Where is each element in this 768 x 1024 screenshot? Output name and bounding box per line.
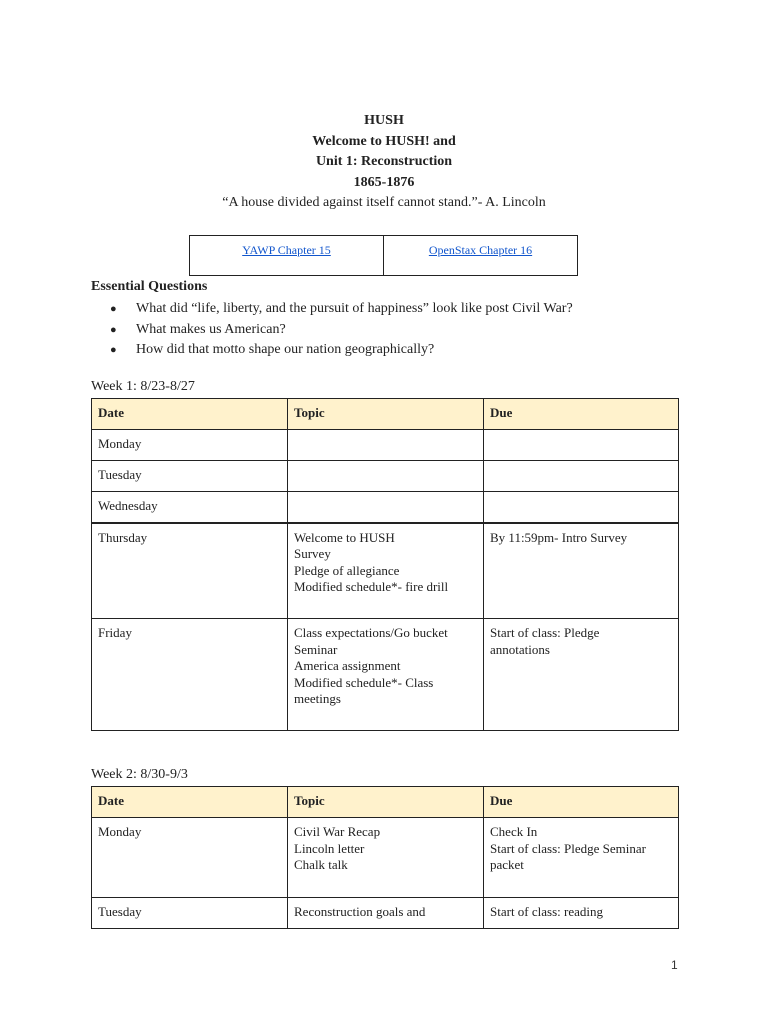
topic-line: Chalk talk bbox=[294, 857, 348, 872]
essential-questions-list bbox=[110, 299, 573, 361]
openstax-chapter-link[interactable]: OpenStax Chapter 16 bbox=[428, 243, 533, 257]
topic-line: meetings bbox=[294, 691, 341, 706]
topic-line: Civil War Recap bbox=[294, 824, 381, 839]
essential-question: ● How did that motto shape our nation geographically? bbox=[110, 340, 573, 361]
table-row bbox=[92, 430, 679, 461]
topic-line: Class expectations/Go bucket bbox=[294, 625, 448, 640]
table-row bbox=[92, 461, 679, 492]
topic-line: Modified schedule*- Class bbox=[294, 674, 434, 690]
due-cell bbox=[484, 523, 679, 619]
topic-cell bbox=[288, 430, 484, 461]
yawp-chapter-link[interactable]: YAWP Chapter 15 bbox=[242, 243, 331, 257]
due-cell bbox=[484, 430, 679, 461]
due-header: Due bbox=[484, 399, 679, 430]
date-cell: Monday bbox=[92, 430, 288, 461]
table-row bbox=[92, 619, 679, 731]
week-1-schedule-table bbox=[91, 398, 679, 731]
due-cell bbox=[484, 619, 679, 731]
date-header: Date bbox=[92, 399, 288, 430]
essential-question: ● What did “life, liberty, and the pursuit of happiness” look like post Civil War? bbox=[110, 299, 573, 320]
table-row bbox=[92, 492, 679, 523]
due-line: Start of class: Pledge Seminar bbox=[490, 840, 646, 856]
due-line: Start of class: Pledge bbox=[490, 625, 600, 640]
table-row bbox=[92, 523, 679, 619]
date-cell: Wednesday bbox=[92, 492, 288, 523]
topic-line: Modified schedule*- fire drill bbox=[294, 579, 449, 594]
week-2-label: Week 2: 8/30-9/3 bbox=[91, 767, 188, 782]
table-header-row bbox=[92, 399, 679, 430]
topic-line: Welcome to HUSH bbox=[294, 529, 395, 545]
week-1-label: Week 1: 8/23-8/27 bbox=[91, 379, 195, 394]
date-header: Date bbox=[92, 787, 288, 818]
lincoln-quote: “A house divided against itself cannot stand.”- A. Lincoln bbox=[222, 195, 546, 210]
topic-line: Survey bbox=[294, 546, 331, 561]
table-row bbox=[92, 898, 679, 929]
week-2-schedule-table bbox=[91, 786, 679, 929]
unit-years: 1865-1876 bbox=[353, 174, 415, 190]
due-cell bbox=[484, 898, 679, 929]
topic-cell bbox=[288, 523, 484, 619]
essential-questions-title: Essential Questions bbox=[91, 279, 208, 294]
topic-line: Lincoln letter bbox=[294, 840, 365, 856]
date-cell: Tuesday bbox=[92, 461, 288, 492]
due-cell bbox=[484, 461, 679, 492]
due-line: annotations bbox=[490, 641, 550, 657]
topic-line: Pledge of allegiance bbox=[294, 562, 400, 578]
due-line: Check In bbox=[490, 824, 538, 839]
due-line: packet bbox=[490, 857, 524, 872]
welcome-title: Welcome to HUSH! and bbox=[312, 133, 456, 149]
topic-cell bbox=[288, 619, 484, 731]
openstax-cell bbox=[383, 236, 577, 275]
table-header-row bbox=[92, 787, 679, 818]
topic-line: America assignment bbox=[294, 658, 401, 673]
yawp-cell bbox=[190, 236, 383, 275]
date-cell: Thursday bbox=[92, 523, 288, 619]
due-cell bbox=[484, 492, 679, 523]
topic-cell bbox=[288, 818, 484, 898]
topic-header: Topic bbox=[288, 787, 484, 818]
topic-cell bbox=[288, 461, 484, 492]
topic-cell bbox=[288, 492, 484, 523]
essential-question: ● What makes us American? bbox=[110, 320, 573, 341]
due-cell bbox=[484, 818, 679, 898]
date-cell: Tuesday bbox=[92, 898, 288, 929]
unit-title: Unit 1: Reconstruction bbox=[315, 154, 453, 169]
topic-cell bbox=[288, 898, 484, 929]
page-number: 1 bbox=[671, 958, 678, 972]
topic-line: Seminar bbox=[294, 641, 338, 657]
topic-header: Topic bbox=[288, 399, 484, 430]
course-title: HUSH bbox=[364, 113, 404, 128]
topic-line: Reconstruction goals and bbox=[294, 904, 426, 919]
date-cell: Monday bbox=[92, 818, 288, 898]
table-row bbox=[92, 818, 679, 898]
reading-links-table bbox=[189, 235, 578, 276]
document-header bbox=[0, 111, 768, 214]
due-line: By 11:59pm- Intro Survey bbox=[490, 529, 628, 545]
date-cell: Friday bbox=[92, 619, 288, 731]
due-header: Due bbox=[484, 787, 679, 818]
due-line: Start of class: reading bbox=[490, 904, 603, 919]
